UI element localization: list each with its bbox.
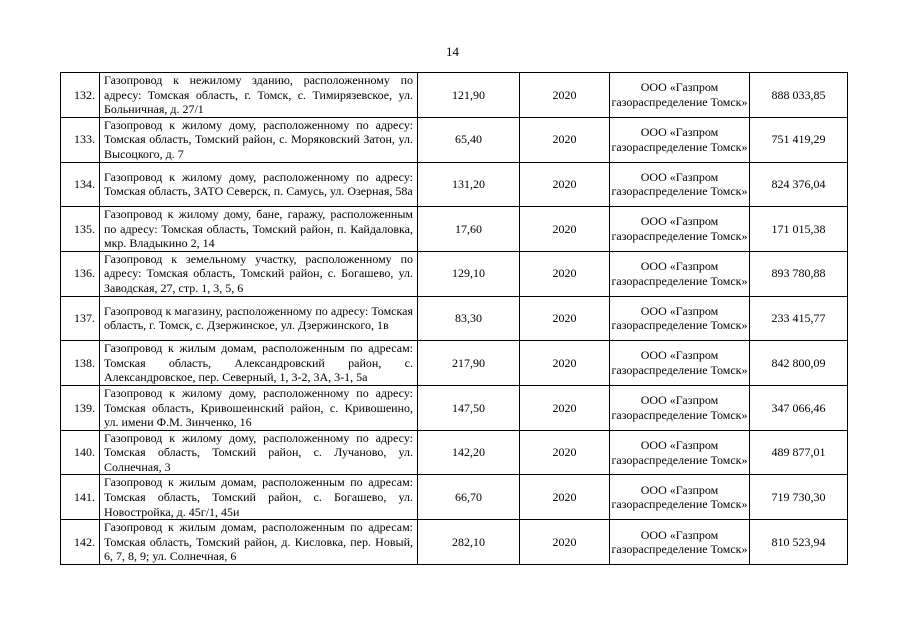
- cost-value: 810 523,94: [750, 520, 848, 565]
- object-description: Газопровод к жилому дому, расположенному по адресу: Томская область, Кривошеинский район, с. Кривошеино, ул. имени Ф.М. Зинченко, 16: [100, 385, 418, 430]
- cost-value: 751 419,29: [750, 117, 848, 162]
- object-description: Газопровод к жилым домам, расположенным по адресам: Томская область, Александровский район, с. Александровское, пер. Северный, 1, 3-2, 3А, 3-1, 5а: [100, 341, 418, 386]
- row-number: 134.: [61, 162, 100, 207]
- gas-pipeline-table: [60, 72, 848, 565]
- pipeline-length: 121,90: [418, 73, 520, 118]
- cost-value: 888 033,85: [750, 73, 848, 118]
- object-description: Газопровод к жилым домам, расположенным по адресам: Томская область, Томский район, с. Богашево, ул. Новостройка, д. 45г/1, 45и: [100, 475, 418, 520]
- commissioning-year: 2020: [520, 475, 610, 520]
- commissioning-year: 2020: [520, 162, 610, 207]
- object-description: Газопровод к нежилому зданию, расположенному по адресу: Томская область, г. Томск, с. Тимирязевское, ул. Больничная, д. 27/1: [100, 73, 418, 118]
- row-number: 140.: [61, 430, 100, 475]
- commissioning-year: 2020: [520, 520, 610, 565]
- pipeline-length: 83,30: [418, 296, 520, 341]
- commissioning-year: 2020: [520, 251, 610, 296]
- object-description: Газопровод к жилому дому, расположенному по адресу: Томская область, ЗАТО Северск, п. Самусь, ул. Озерная, 58а: [100, 162, 418, 207]
- table-row: [61, 73, 848, 118]
- pipeline-length: 131,20: [418, 162, 520, 207]
- table-row: [61, 251, 848, 296]
- owner-organization: ООО «Газпром газораспределение Томск»: [610, 296, 750, 341]
- owner-organization: ООО «Газпром газораспределение Томск»: [610, 207, 750, 252]
- table-row: [61, 475, 848, 520]
- page-number: 14: [446, 44, 459, 59]
- owner-organization: ООО «Газпром газораспределение Томск»: [610, 73, 750, 118]
- object-description: Газопровод к жилому дому, бане, гаражу, расположенным по адресу: Томская область, Томский район, п. Кайдаловка, мкр. Владыкино 2, 14: [100, 207, 418, 252]
- row-number: 138.: [61, 341, 100, 386]
- table-row: [61, 430, 848, 475]
- pipeline-length: 66,70: [418, 475, 520, 520]
- row-number: 137.: [61, 296, 100, 341]
- table-row: [61, 520, 848, 565]
- table-row: [61, 341, 848, 386]
- owner-organization: ООО «Газпром газораспределение Томск»: [610, 430, 750, 475]
- table-row: [61, 162, 848, 207]
- pipeline-length: 147,50: [418, 385, 520, 430]
- table-row: [61, 207, 848, 252]
- row-number: 135.: [61, 207, 100, 252]
- owner-organization: ООО «Газпром газораспределение Томск»: [610, 385, 750, 430]
- cost-value: 719 730,30: [750, 475, 848, 520]
- commissioning-year: 2020: [520, 73, 610, 118]
- owner-organization: ООО «Газпром газораспределение Томск»: [610, 162, 750, 207]
- row-number: 136.: [61, 251, 100, 296]
- pipeline-length: 17,60: [418, 207, 520, 252]
- pipeline-length: 65,40: [418, 117, 520, 162]
- object-description: Газопровод к жилому дому, расположенному по адресу: Томская область, Томский район, с. Моряковский Затон, ул. Высоцкого, д. 7: [100, 117, 418, 162]
- pipeline-length: 282,10: [418, 520, 520, 565]
- row-number: 142.: [61, 520, 100, 565]
- row-number: 133.: [61, 117, 100, 162]
- owner-organization: ООО «Газпром газораспределение Томск»: [610, 117, 750, 162]
- pipeline-length: 129,10: [418, 251, 520, 296]
- object-description: Газопровод к земельному участку, расположенному по адресу: Томская область, Томский район, с. Богашево, ул. Заводская, 27, стр. 1, 3, 5, 6: [100, 251, 418, 296]
- cost-value: 842 800,09: [750, 341, 848, 386]
- row-number: 132.: [61, 73, 100, 118]
- row-number: 141.: [61, 475, 100, 520]
- commissioning-year: 2020: [520, 117, 610, 162]
- table-row: [61, 296, 848, 341]
- table-row: [61, 385, 848, 430]
- cost-value: 824 376,04: [750, 162, 848, 207]
- cost-value: 233 415,77: [750, 296, 848, 341]
- owner-organization: ООО «Газпром газораспределение Томск»: [610, 475, 750, 520]
- cost-value: 489 877,01: [750, 430, 848, 475]
- object-description: Газопровод к жилому дому, расположенному по адресу: Томская область, Томский район, с. Лучаново, ул. Солнечная, 3: [100, 430, 418, 475]
- owner-organization: ООО «Газпром газораспределение Томск»: [610, 341, 750, 386]
- commissioning-year: 2020: [520, 341, 610, 386]
- object-description: Газопровод к магазину, расположенному по адресу: Томская область, г. Томск, с. Дзержинское, ул. Дзержинского, 1в: [100, 296, 418, 341]
- row-number: 139.: [61, 385, 100, 430]
- table-row: [61, 117, 848, 162]
- commissioning-year: 2020: [520, 207, 610, 252]
- owner-organization: ООО «Газпром газораспределение Томск»: [610, 251, 750, 296]
- object-description: Газопровод к жилым домам, расположенным по адресам: Томская область, Томский район, д. Кисловка, пер. Новый, 6, 7, 8, 9; ул. Солнечная, 6: [100, 520, 418, 565]
- cost-value: 893 780,88: [750, 251, 848, 296]
- commissioning-year: 2020: [520, 430, 610, 475]
- commissioning-year: 2020: [520, 385, 610, 430]
- cost-value: 171 015,38: [750, 207, 848, 252]
- commissioning-year: 2020: [520, 296, 610, 341]
- pipeline-length: 142,20: [418, 430, 520, 475]
- cost-value: 347 066,46: [750, 385, 848, 430]
- owner-organization: ООО «Газпром газораспределение Томск»: [610, 520, 750, 565]
- table-body: [61, 73, 848, 565]
- pipeline-length: 217,90: [418, 341, 520, 386]
